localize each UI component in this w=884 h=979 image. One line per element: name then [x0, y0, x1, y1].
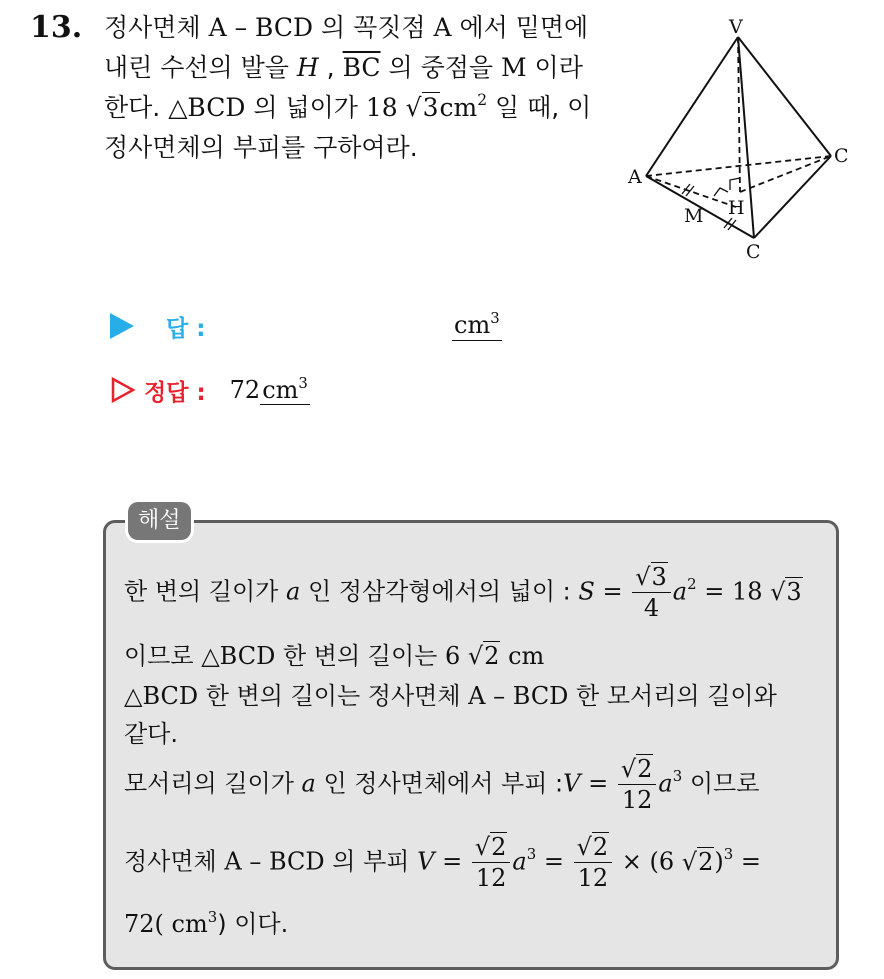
right-angle-mark-2: [714, 188, 728, 196]
solution-line-5: 모서리의 길이가 a 인 정사면체에서 부피 :V = $\frac{√2}{12}$ $a^3$ 이므로: [124, 755, 760, 814]
question-line-2: 내린 수선의 발을 H , $\overline{BC}$ 의 중점을 M 이라: [104, 53, 583, 82]
edge-Cright-Cbottom: [754, 156, 831, 238]
label-H: H: [728, 197, 745, 219]
answer-blank[interactable]: $cm^3$: [454, 308, 500, 339]
play-outline-icon: [110, 377, 136, 403]
solution-line-3: △BCD 한 변의 길이는 정사면체 A – BCD 한 모서리의 길이와: [124, 682, 777, 710]
correct-answer-row: [110, 368, 310, 412]
question-number: 13.: [30, 10, 83, 45]
label-C-bottom: C: [746, 241, 761, 263]
label-A: A: [628, 166, 642, 188]
solution-line-2: 이므로 △BCD 한 변의 길이는 6 √2 cm: [124, 642, 545, 670]
tetrahedron-diagram: [628, 12, 858, 264]
solution-line-1: 한 변의 길이가 a 인 정삼각형에서의 넓이 : S = $\frac{√3}{4}$ $a^2 = 18$ √3: [124, 563, 802, 622]
solution-tag: 해설: [128, 502, 191, 540]
right-angle-mark: [730, 178, 740, 190]
solution-line-6: 정사면체 A – BCD 의 부피 V = $\frac{√2}{12}$ $a^3$ = $\frac{√2}{12}$ × (6 √2)$^3$ =: [124, 833, 761, 892]
answer-row: [110, 304, 205, 348]
question-line-4: 정사면체의 부피를 구하여라.: [104, 133, 418, 162]
edge-A-Cright-hidden: [646, 156, 831, 176]
correct-value: $72cm^3$: [229, 373, 308, 404]
solution-line-4: 같다.: [124, 720, 178, 748]
edge-VA: [646, 37, 738, 176]
correct-label: 정답 :: [144, 379, 206, 406]
label-V: V: [729, 16, 743, 38]
question-text: [104, 8, 624, 168]
play-icon: [110, 313, 134, 339]
question-line-3: 한다. △BCD 의 넓이가 18 $√3cm^2$ 일 때, 이: [104, 91, 592, 122]
label-C-right: C: [834, 145, 849, 167]
question-line-1: 정사면체 A – BCD 의 꼭짓점 A 에서 밑면에: [104, 13, 589, 42]
answer-label: 답 :: [166, 315, 206, 342]
edge-VC-right: [738, 37, 831, 156]
solution-line-7: 72( $cm^3$) 이다.: [124, 907, 289, 938]
label-M: M: [684, 205, 704, 227]
